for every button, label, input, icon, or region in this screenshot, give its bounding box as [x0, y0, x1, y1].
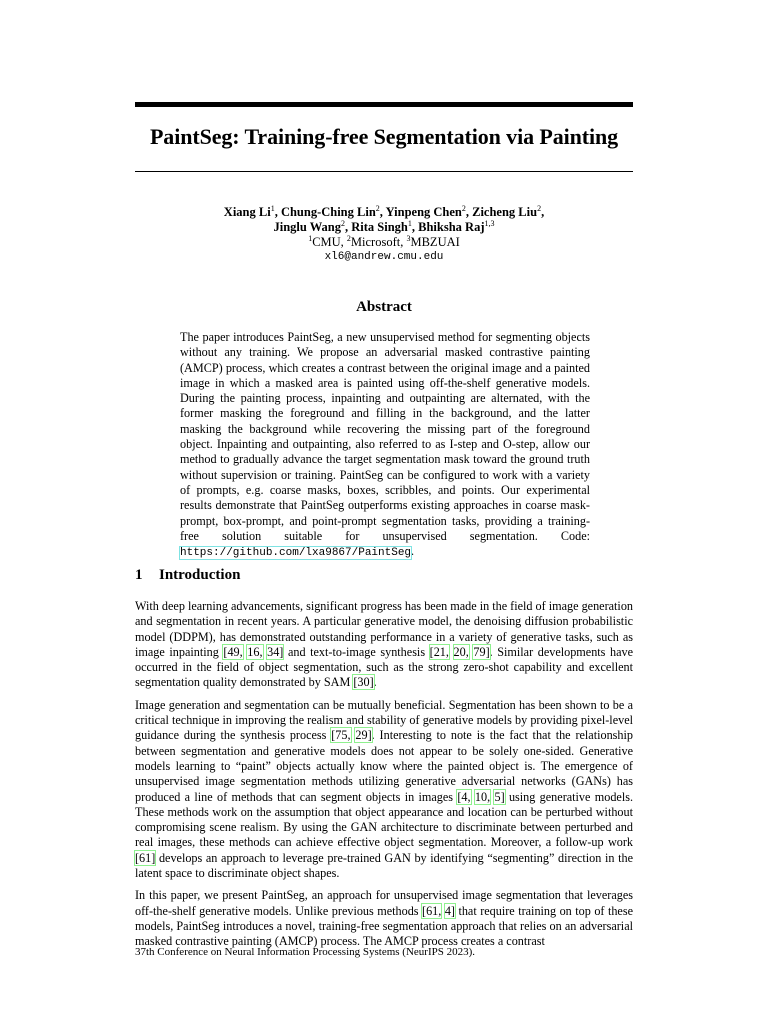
paragraph-text: Image generation and segmentation can be mutually beneficial. Segmentation has been shown to be a critical technique in improving the realism and stability of generative models by providing pixel-level guidance during the synthesis process [135, 697, 633, 743]
abstract-heading: Abstract [356, 299, 412, 315]
citation-link[interactable]: 34] [267, 644, 284, 659]
paragraph-text: . [373, 675, 377, 690]
author-name: Yinpeng Chen [385, 205, 462, 219]
author-name: Chung-Ching Lin [280, 205, 376, 219]
paragraph-3 [135, 888, 633, 949]
author-name: Jinglu Wang [273, 220, 342, 234]
author-separator: , [379, 205, 386, 219]
paragraph-1 [135, 599, 633, 691]
section-title: Introduction [159, 567, 241, 583]
citation-link[interactable]: [61] [135, 850, 156, 865]
author-affiliation-marker: 1 [270, 204, 275, 213]
citation-link[interactable]: 79] [473, 644, 490, 659]
paragraph-text: and text-to-image synthesis [283, 644, 430, 659]
paragraph-text: In this paper, we present PaintSeg, an approach for unsupervised image segmentation that leverages off-the-shelf generative models. Unlike previous methods [135, 888, 633, 918]
author-affiliation-marker: 2 [341, 219, 346, 228]
citation-link[interactable]: 20, [453, 644, 469, 659]
citation-link[interactable]: [4, [457, 789, 471, 804]
affiliations [135, 235, 633, 250]
citation-link[interactable]: 10, [474, 789, 491, 804]
affiliation-marker: 3 [406, 234, 411, 243]
author-name: Zicheng Liu [472, 205, 538, 219]
section-heading-introduction [135, 567, 240, 584]
author-name: Rita Singh [351, 220, 408, 234]
paper-title: PaintSeg: Training-free Segmentation via Painting [149, 124, 619, 149]
author-line-2 [135, 220, 633, 235]
code-link[interactable]: https://github.com/lxa9867/PaintSeg [180, 547, 412, 560]
author-affiliation-marker: 2 [537, 204, 542, 213]
citation-link[interactable]: 4] [444, 903, 455, 918]
author-line-1 [135, 205, 633, 220]
paragraph-text: develops an approach to leverage pre-trained GAN by identifying “segmenting” direction in the latent space to discriminate object shapes. [135, 850, 633, 881]
author-separator: , [345, 220, 352, 234]
section-number: 1 [135, 567, 143, 583]
author-separator: , [411, 220, 419, 234]
paragraph-2 [135, 698, 633, 882]
citation-link[interactable]: [75, [331, 728, 351, 743]
author-block [135, 205, 633, 265]
affiliation-name: Microsoft, [350, 235, 407, 249]
citation-link[interactable]: [49, [223, 644, 243, 659]
author-separator: , [274, 205, 281, 219]
author-name: Bhiksha Raj [418, 220, 485, 234]
author-affiliation-marker: 2 [461, 204, 466, 213]
affiliation-name: CMU, [312, 235, 347, 249]
citation-link[interactable]: [30] [353, 675, 374, 690]
citation-link[interactable]: 29] [355, 728, 372, 743]
abstract-end-period: . [411, 544, 415, 559]
citation-link[interactable]: [61, [422, 903, 442, 918]
author-affiliation-marker: 2 [375, 204, 380, 213]
paragraph-text: . Interesting to note is the fact that the relationship between segmentation and generative models does not appear to be solely one-sided. Generative models learning to “paint” objects actually know where the painted object is. The emergence of unsupervised image segmentation methods utilizing generative adversarial networks (GANs) has produced a line of methods that can segment objects in images [135, 728, 633, 804]
citation-link[interactable]: 5] [494, 789, 505, 804]
paragraph-text: that require training on top of these models, PaintSeg introduces a novel, training-free segmentation approach that relies on an adversarial masked contrastive painting (AMCP) process. The AMCP process creates a contrast [135, 903, 633, 949]
author-separator: , [541, 205, 545, 219]
paragraph-text: . Similar developments have occurred in the field of object segmentation, such as the strong zero-shot capability and excellent segmentation quality demonstrated by SAM [135, 644, 634, 690]
abstract-body [180, 330, 590, 561]
introduction-body [135, 599, 633, 957]
title-bottom-rule [135, 171, 633, 172]
citation-link[interactable]: [21, [429, 644, 449, 659]
title-top-rule [135, 102, 633, 107]
paragraph-text: With deep learning advancements, significant progress has been made in the field of image generation and segmentation in recent years. A particular generative model, the denoising diffusion probabilistic model (DDPM), has demonstrated outstanding performance in a variety of generative tasks, such as image inpainting [135, 599, 634, 659]
abstract-text: The paper introduces PaintSeg, a new unsupervised method for segmenting objects without any training. We propose an adversarial masked contrastive painting (AMCP) process, which creates a contrast between the original image and a painted image in which a masked area is painted using off-the-shelf generative models. During the painting process, inpainting and outpainting are alternated, with the former masking the foreground and filling in the background, and the latter masking the background while recovering the missing part of the foreground object. Inpainting and outpainting, also referred to as I-step and O-step, allow our method to gradually advance the target segmentation mask toward the ground truth without supervision or training. PaintSeg can be configured to work with a variety of prompts, e.g. coarse masks, boxes, scribbles, and points. Our experimental results demonstrate that PaintSeg outperforms existing approaches in coarse mask-prompt, box-prompt, and point-prompt segmentation tasks, providing a training-free solution suitable for unsupervised segmentation. Code: [180, 330, 590, 543]
author-affiliation-marker: 1 [407, 219, 412, 228]
conference-footnote: 37th Conference on Neural Information Processing Systems (NeurIPS 2023). [135, 946, 476, 958]
paragraph-text [449, 645, 454, 659]
author-separator: , [465, 205, 473, 219]
author-name: Xiang Li [223, 205, 271, 219]
author-affiliation-marker: 1,3 [484, 219, 495, 228]
paragraph-text: using generative models. These methods work on the assumption that object appearance and location can be perturbed without compromising scene realism. By using the GAN architecture to discriminate between perturbed and real images, these methods can achieve effective object segmentation. Moreover, a follow-up work [135, 789, 634, 850]
affiliation-name: MBZUAI [410, 235, 460, 249]
author-email[interactable]: xl6@andrew.cmu.edu [324, 251, 444, 263]
affiliation-marker: 1 [308, 234, 313, 243]
citation-link[interactable]: 16, [247, 644, 263, 659]
affiliation-marker: 2 [346, 234, 351, 243]
